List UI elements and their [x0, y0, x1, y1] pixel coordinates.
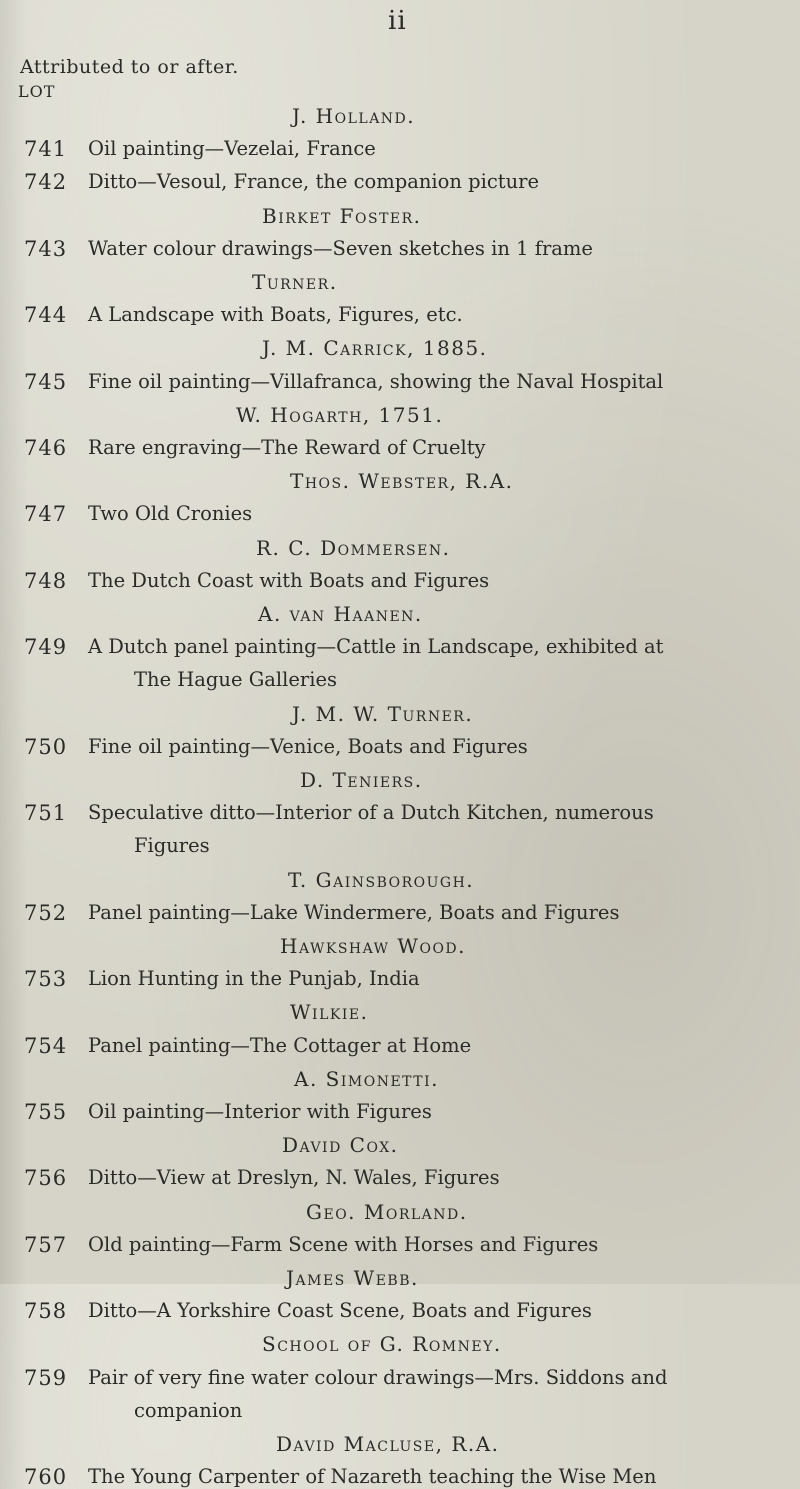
lot-artist: T. Gainsborough.: [288, 867, 475, 892]
lot-number: 745: [24, 369, 68, 394]
lot-description: A Dutch panel painting—Cattle in Landscape, exhibited at: [88, 635, 664, 659]
lot-number: 757: [24, 1232, 68, 1257]
lot-description: Lion Hunting in the Punjab, India: [88, 967, 420, 991]
lot-number: 754: [24, 1033, 68, 1058]
lot-number: 746: [24, 436, 68, 460]
lot-number: 752: [24, 900, 68, 925]
lot-description: Water colour drawings—Seven sketches in 1 frame: [88, 236, 593, 260]
lot-description: Oil painting—Vezelai, France: [88, 137, 376, 161]
lot-description: Old painting—Farm Scene with Horses and Figures: [88, 1232, 599, 1256]
lot-description-continued: The Hague Galleries: [134, 668, 338, 692]
lot-artist: A. van Haanen.: [258, 602, 423, 626]
lot-artist: R. C. Dommersen.: [256, 535, 451, 560]
lot-description-continued: Figures: [134, 834, 210, 858]
lot-number: 741: [24, 137, 68, 162]
lot-description: Two Old Cronies: [88, 502, 253, 526]
lot-artist: David Macluse, R.A.: [276, 1432, 500, 1456]
lot-number: 749: [24, 635, 68, 660]
lot-artist: Thos. Webster, R.A.: [290, 469, 514, 494]
lot-description: Rare engraving—The Reward of Cruelty: [88, 436, 486, 459]
lot-artist: James Webb.: [286, 1266, 419, 1290]
lot-description: Panel painting—The Cottager at Home: [88, 1033, 472, 1057]
lot-number: 743: [24, 236, 68, 261]
lot-artist: David Cox.: [282, 1133, 399, 1158]
lot-artist: D. Teniers.: [300, 768, 423, 792]
lot-artist: J. M. W. Turner.: [292, 701, 474, 726]
lot-number: 744: [24, 303, 68, 328]
page-number: ii: [388, 6, 407, 36]
lot-description: Fine oil painting—Venice, Boats and Figures: [88, 734, 528, 758]
lot-description: Ditto—View at Dreslyn, N. Wales, Figures: [88, 1166, 500, 1190]
lot-artist: Wilkie.: [290, 1000, 369, 1025]
lot-artist: Hawkshaw Wood.: [280, 934, 467, 958]
lot-artist: Turner.: [252, 270, 338, 294]
lot-number: 751: [24, 801, 68, 826]
lot-artist: J. Holland.: [292, 104, 416, 128]
lot-number: 758: [24, 1299, 68, 1324]
lot-number: 742: [24, 170, 68, 195]
lot-description: Ditto—Vesoul, France, the companion picture: [88, 170, 540, 194]
lot-description: The Dutch Coast with Boats and Figures: [88, 568, 490, 592]
lot-artist: J. M. Carrick, 1885.: [262, 336, 488, 361]
lot-description: Panel painting—Lake Windermere, Boats and Figures: [88, 900, 620, 924]
lot-description: The Young Carpenter of Nazareth teaching the Wise Men: [88, 1465, 657, 1489]
section-heading: Attributed to or after.: [20, 56, 239, 78]
lot-description: Fine oil painting—Villafranca, showing the Naval Hospital: [88, 369, 664, 393]
lot-description: A Landscape with Boats, Figures, etc.: [88, 303, 463, 327]
lot-artist: W. Hogarth, 1751.: [236, 402, 444, 427]
lot-artist: A. Simonetti.: [294, 1066, 439, 1091]
lot-number: 748: [24, 568, 68, 593]
lot-number: 755: [24, 1100, 68, 1124]
lot-description: Oil painting—Interior with Figures: [88, 1100, 432, 1123]
lot-description: Pair of very fine water colour drawings—Mrs. Siddons and: [88, 1365, 668, 1389]
lot-number: 750: [24, 734, 68, 759]
lot-column-label: LOT: [18, 82, 56, 101]
lot-description: Speculative ditto—Interior of a Dutch Kitchen, numerous: [88, 801, 654, 825]
lot-artist: Birket Foster.: [262, 203, 422, 228]
lot-description-continued: companion: [134, 1398, 243, 1422]
lot-artist: School of G. Romney.: [262, 1332, 502, 1357]
lot-number: 753: [24, 967, 68, 992]
lot-number: 759: [24, 1365, 68, 1390]
lot-number: 756: [24, 1166, 68, 1191]
lot-artist: Geo. Morland.: [306, 1199, 468, 1224]
lot-number: 760: [24, 1465, 68, 1489]
lot-number: 747: [24, 502, 68, 527]
lot-description: Ditto—A Yorkshire Coast Scene, Boats and Figures: [88, 1299, 592, 1323]
